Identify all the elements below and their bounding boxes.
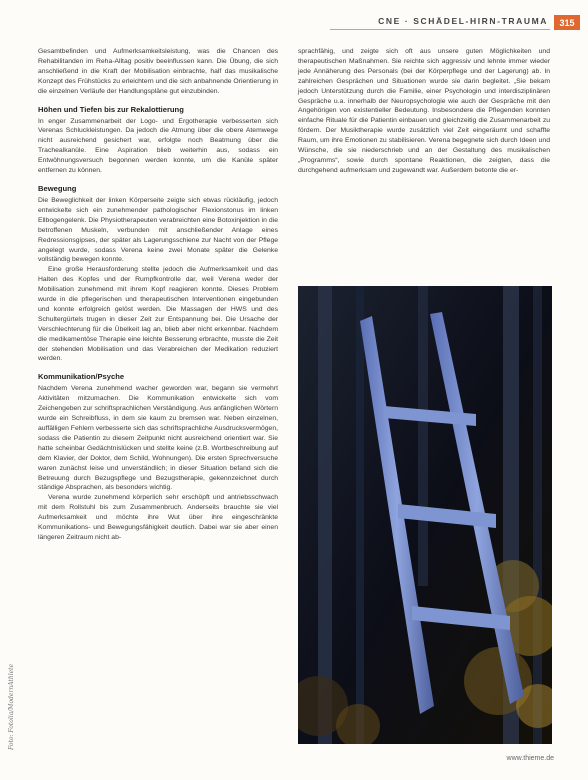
- paragraph-kommunikation-2: Verena wurde zunehmend körperlich sehr erschöpft und antriebsschwach mit dem Rollstuhl bis zum Zusammenbruch. Anderseits brauchte sie viel Aufmerksamkeit und möchte ihre Wut über ihre eingeschränkte Kommunikations- und Bewegungsfähigkeit deutlich. Dabei war sie aber einen längeren Zeitraum nicht ab-: [38, 494, 278, 541]
- ladder-photo-illustration: [298, 286, 552, 744]
- page-number-badge: 315: [554, 15, 580, 30]
- paragraph-bewegung-2: Eine große Herausforderung stellte jedoch die Aufmerksamkeit und das Halten des Kopfes und der Rumpfkontrolle dar, weil Verena weder der Mobilisation zunehmend mit ihrem Kopf reagieren konnte. Dieses Problem wurde in die pflegerischen und therapeutischen Interventionen eingebunden und konnte erfolgreich gelöst werden. Die Massagen der HWS und des Schultergürtels trugen in dieser Zeit zur Entspannung bei. Die Ursache der Verschlechterung für die Übelkeit lag an, blieb aber nicht erkennbar. Nachdem die medikamentöse Therapie eine leichte Besserung erbrachte, musste die Zeit der stehenden Mobilisation und das Verabreichen der Medikation reduziert werden.: [38, 266, 278, 363]
- photo-credit: Foto: Fotolia/ModernAthlete: [8, 663, 15, 750]
- footer-url: www.thieme.de: [506, 755, 554, 762]
- page-header: [0, 15, 588, 31]
- paragraph-right-1: sprachfähig, und zeigte sich oft aus unsere guten Möglichkeiten und therapeutischen Maßnahmen. Sie reichte sich aggressiv und lehnte immer wieder jede Annäherung des Personals (bei der Körperpflege und der Lagerung) ab. In zahlreichen Gesprächen und Situationen wurde sie darin begleitet. „Sie bekam jedoch Unterstützung durch die Familie, einer Psychologin und interdisziplinären Gespräche u.a. innerhalb der Neuropsychologie wie auch der Gespräche mit den Angehörigen von existentieller Bedeutung. Insbesondere die Pflegenden konnten einfache Rituale für die Patientin einbauen und gleichzeitig die Zusammenarbeit zu fördern. Der Musiktherapie wurde zusätzlich viel Zeit eingeräumt und schaffte Raum, um ihre Emotionen zu stabilisieren. Verena begegnete sich durch Ideen und Wünsche, die sie niederschrieb und an der Gestaltung des musikalischen „Programms“, sowie durch spontane Reaktionen, die zeigten, dass die durchgehend aufmerksam und zugewandt war. Außerdem betonte die er-: [298, 48, 550, 174]
- header-rule: [330, 29, 550, 30]
- paragraph-bewegung-1: Die Beweglichkeit der linken Körperseite zeigte sich etwas rückläufig, jedoch entwickelte sich ein zunehmender pathologischer Flexionstonus im linken Ellbogengelenk. Die Physiotherapeuten verabreichten eine Botoxinjektion in die betroffenen Muskeln, verbunden mit anschließender Anlage eines Redressionsgipses, der später als Lagerungsschiene zur Nacht von der Pflege angelegt wurde, sodass Verena keine zwei Monate später die Gelenke vollständig bewegen konnte.: [38, 196, 278, 264]
- paragraph-rekalottierung: In enger Zusammenarbeit der Logo- und Ergotherapie verbesserten sich Verenas Schluckleistungen. Da jedoch die Atmung über die obere Atemwege nicht ausreichend gesichert war, erfolgte noch Beatmung über die Trachealkanüle. Eine Aspiration blieb weiterhin aus, sodass ein Entwöhnungsversuch begonnen werden konnte, um die Kanüle später entfernen zu können.: [38, 117, 278, 175]
- ladder-photo: [298, 286, 552, 744]
- section-heading-kommunikation: Kommunikation/Psyche: [38, 372, 125, 382]
- intro-paragraph: Gesamtbefinden und Aufmerksamkeitsleistung, was die Chancen des Rehabilitanden im Reha-Alltag positiv beeinflussen kann. Die Übung, die sich anschließend in die Kraft der Mobilisation einbrachte, half das musikalische Konzept des Frühstücks zu erleichtern und die sich anbahnende Orientierung in die einzelnen Verläufe der Handlungspläne gut einzubinden.: [38, 48, 278, 95]
- section-heading-bewegung: Bewegung: [38, 183, 77, 193]
- paragraph-kommunikation-1: Nachdem Verena zunehmend wacher geworden war, begann sie vermehrt Aktivitäten mitzumachen. Die Kommunikation entwickelte sich vom Zeichengeben zur schriftsprachlichen Verständigung. Aus anfänglichen Wörtern wurde ein Schreibfluss, in dem sie kaum zu bremsen war. Neben einzelnen, auffälligen Fehlern verbesserte sich das schriftsprachliche Ausdrucksvermögen, sodass die Patientin zu diesem Zeitpunkt nicht ausreichend orientiert war. Sie hatte scheinbar Gedächtnislücken und stellte keine (z.B. Wortbeschreibung auf dem Klavier, der Doktor, dem Schild, Wohnungen). Die ersten Sprechversuche waren zunächst leise und unverständlich; in dieser Situation befand sich die Betreuung durch Bezugspflege und Bezugstherapie, gekennzeichnet durch ständige Absprachen, als besonders wichtig.: [38, 385, 278, 492]
- section-heading-rekalottierung: Höhen und Tiefen bis zur Rekalottierung: [38, 104, 184, 114]
- right-column: [298, 47, 550, 176]
- left-column: [38, 47, 278, 543]
- section-title: CNE · SCHÄDEL-HIRN-TRAUMA: [378, 16, 548, 26]
